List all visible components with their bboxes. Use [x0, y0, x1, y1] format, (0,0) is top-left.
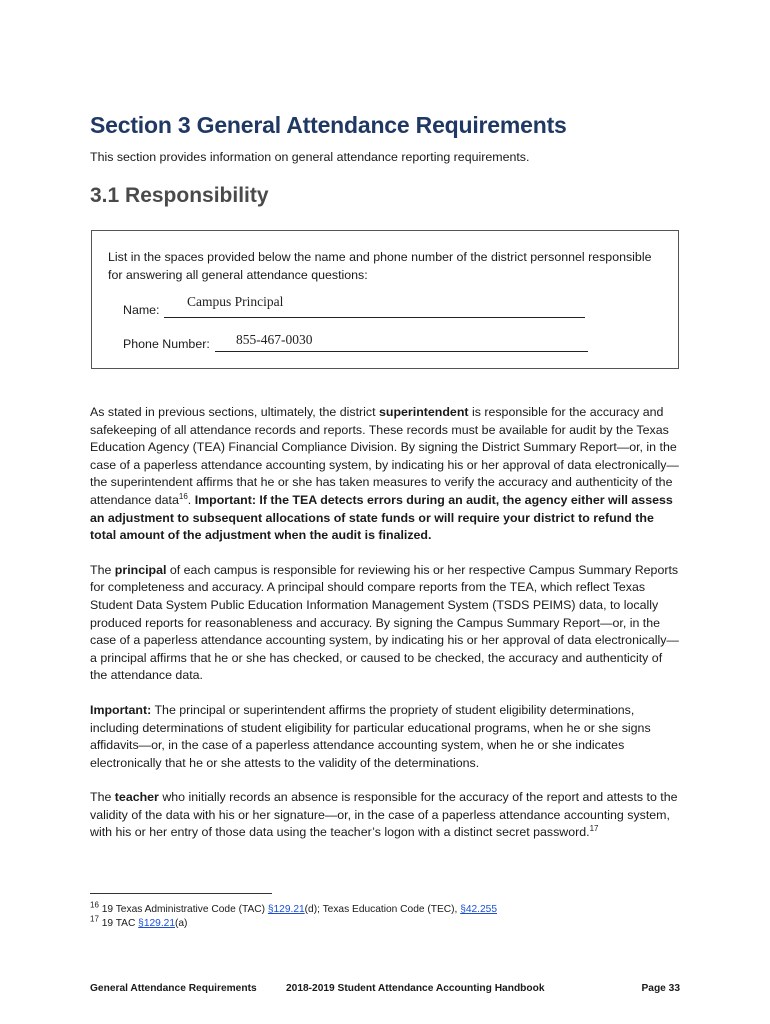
- subsection-heading: 3.1 Responsibility: [90, 184, 269, 207]
- phone-field[interactable]: 855-467-0030: [236, 332, 313, 347]
- footnote-ref-16: 16: [178, 491, 188, 501]
- paragraph-teacher: The teacher who initially records an absence is responsible for the accuracy of the report and attests to the validity of the data with his or her signature—or, in the case of a paperless attendance accounting system, with his or her entry of those data using the teacher’s logon with a distinct secret password.$^{17}$: [90, 790, 678, 840]
- name-label: Name:: [123, 303, 160, 317]
- tac-129-21-link-2[interactable]: §129.21: [138, 918, 175, 929]
- footer-handbook-title: 2018-2019 Student Attendance Accounting Handbook: [286, 983, 545, 994]
- tec-42-255-link[interactable]: §42.255: [460, 904, 498, 915]
- phone-underline: [215, 351, 588, 352]
- important-notice: Important: If the TEA detects errors during an audit, the agency either will assess an adjustment to subsequent allocations of state funds or will require your district to refund the total amount of the adjustment when the audit is finalized.: [90, 492, 673, 543]
- paragraph-important: Important: The principal or superintendent affirms the propriety of student eligibility determinations, including determinations of student eligibility for particular educational programs, when he or she signs affidavits—or, in the case of a paperless attendance accounting system, when he or she indicates electronically that he or she attests to the validity of the determinations.: [90, 702, 651, 770]
- paragraph-superintendent: As stated in previous sections, ultimately, the district superintendent is responsible for the accuracy and safekeeping of all attendance records and reports. These records must be available for audit by the Texas Education Agency (TEA) Financial Compliance Division. By signing the District Summary Report—or, in the case of a paperless attendance accounting system, by indicating his or her approval of data electronically—the superintendent affirms that he or she has taken measures to verify the accuracy and authenticity of the attendance data$^{16}$. Important: If the TEA detects errors during an audit, the agency either will assess an adjustment to subsequent allocations of state funds or will require your district to refund the total amount of the adjustment when the audit is finalized.: [90, 405, 679, 543]
- tac-129-21-link[interactable]: §129.21: [267, 904, 305, 915]
- paragraph-principal: The principal of each campus is responsible for reviewing his or her respective Campus Summary Reports for completeness and accuracy. A principal should compare reports from the TEA, which reflect Texas Student Data System Public Education Information Management System (TSDS PEIMS) data, to locally produced reports for reasonableness and accuracy. By signing the Campus Summary Report—or, in the case of a paperless attendance accounting system, by indicating his or her approval of data electronically—a principal affirms that he or she has checked, or caused to be checked, the accuracy and authenticity of the attendance data.: [90, 562, 679, 683]
- footer-section-title: General Attendance Requirements: [90, 983, 257, 994]
- phone-label: Phone Number:: [123, 337, 210, 351]
- body-text: [90, 404, 682, 859]
- footnote-ref-17: 17: [589, 824, 599, 834]
- footnote-divider: [90, 893, 272, 894]
- footnotes: [90, 900, 498, 931]
- form-instructions: List in the spaces provided below the name and phone number of the district personnel responsible for answering all general attendance questions:: [108, 250, 652, 282]
- name-underline: [164, 317, 585, 318]
- responsibility-form-box: [91, 230, 679, 369]
- footnote-16: $^{16}$ 19 Texas Administrative Code (TAC) §129.21(d); Texas Education Code (TEC), §42.255: [90, 900, 498, 915]
- footnote-17: $^{17}$ 19 TAC §129.21(a): [90, 914, 188, 929]
- section-heading: Section 3 General Attendance Requirements: [90, 112, 567, 138]
- footer-page-number: Page 33: [641, 983, 680, 994]
- name-field[interactable]: Campus Principal: [187, 294, 284, 309]
- section-intro: This section provides information on general attendance reporting requirements.: [90, 150, 530, 164]
